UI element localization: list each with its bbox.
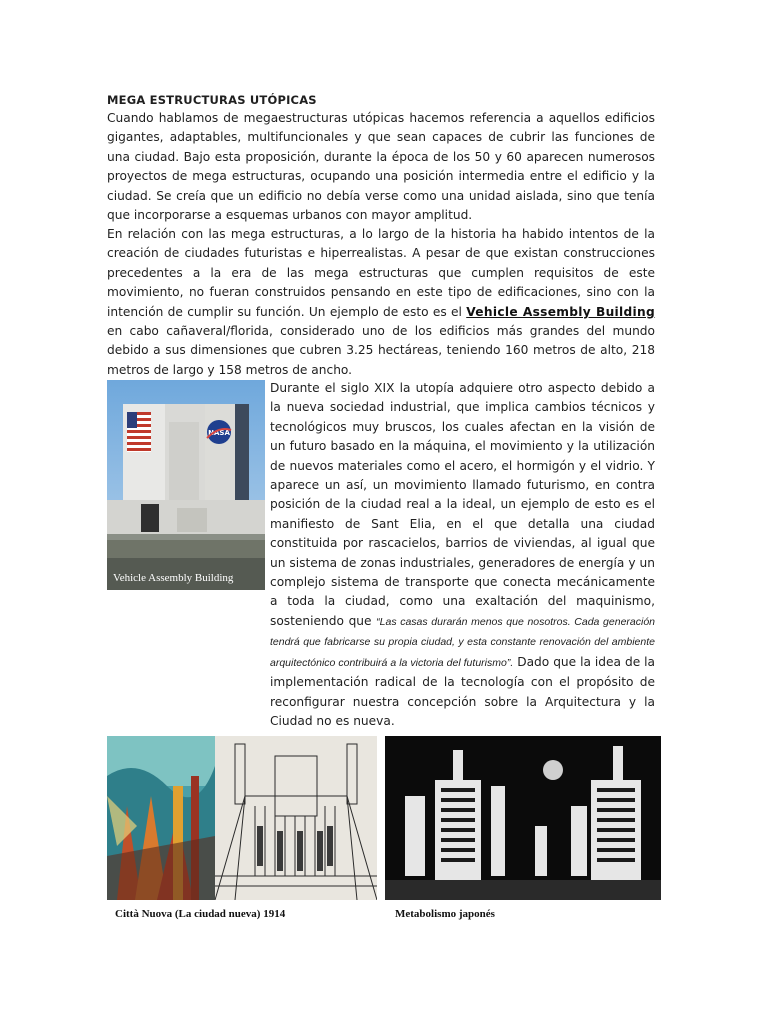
citta-nuova-caption: Città Nuova (La ciudad nueva) 1914 bbox=[115, 908, 286, 920]
paragraph-intro bbox=[107, 109, 655, 225]
paragraph-futurism-text: Durante el siglo XIX la utopía adquiere otro aspecto debido a la nueva sociedad industrial, que implica cambios técnicos y tecnológicos muy bruscos, los cuales afectan en la visión de un futuro basado en la máquina, el movimiento y la utilización de nuevos materiales como el acero, el hormigón y el vidrio. Y aparece un así, un movimiento llamado futurismo, en contra posición de la ciudad real a la ideal, un ejemplo de esto es el manifiesto de Sant Elia, en el que detalla una ciudad constituida por rascacielos, barrios de viviendas, al igual que un sistema de zonas industriales, generadores de energía y un complejo sistema de transporte que conecta mecánicamente a toda la ciudad, como una exaltación del maquinismo, sosteniendo que bbox=[270, 381, 655, 628]
paragraph-intro-text: Cuando hablamos de megaestructuras utópicas hacemos referencia a aquellos edificios gigantes, adaptables, multifuncionales y que sean capaces de cubrir las funciones de una ciudad. Bajo esta proposición, durante la época de los 50 y 60 aparecen numerosos proyectos de mega estructuras, ocupando una posición intermedia entre el edificio y la ciudad. Se creía que un edificio no debía verse como una unidad aislada, sino que tenía que incorporarse a esquemas urbanos con mayor amplitud. bbox=[107, 111, 655, 223]
santelia-quote: “Las casas durarán menos que nosotros. Cada generación tendrá que fabricarse su propia ciudad, y esta constante renovación del ambiente arquitectónico contribuirá a la victoria del futurismo”. bbox=[270, 615, 656, 669]
svg-text:NASA: NASA bbox=[208, 429, 230, 437]
metabolism-caption: Metabolismo japonés bbox=[395, 908, 495, 920]
page-title: MEGA ESTRUCTURAS UTÓPICAS bbox=[107, 93, 317, 107]
vab-illustration bbox=[107, 380, 265, 590]
metabolism-photo bbox=[385, 736, 661, 900]
moon-icon bbox=[543, 760, 563, 780]
citta-nuova-drawing bbox=[215, 736, 377, 900]
paragraph-history-text: En relación con las mega estructuras, a lo largo de la historia ha habido intentos de la creación de ciudades futuristas e hiperrealistas. A pesar de que existan construcciones precedentes a la era de las mega estructuras que cumplen requisitos de este movimiento, no fueran construidos pensando en este tipo de edificaciones, sino con la intención de cumplir su función. Un ejemplo de esto es el bbox=[107, 227, 655, 319]
paragraph-futurism bbox=[270, 379, 655, 731]
vab-photo bbox=[107, 380, 265, 590]
paragraph-futurism-text-cont: Dado que la idea de la implementación radical de la tecnología con el propósito de reconfigurar nuestra concepción sobre la Arquitectura y la Ciudad no es nueva. bbox=[270, 654, 655, 728]
paragraph-history bbox=[107, 225, 655, 380]
citta-nuova-painting bbox=[107, 736, 215, 900]
vab-caption: Vehicle Assembly Building bbox=[113, 572, 234, 584]
vab-link[interactable]: Vehicle Assembly Building bbox=[466, 304, 656, 319]
paragraph-history-text-cont: en cabo cañaveral/florida, considerado uno de los edificios más grandes del mundo debido a sus dimensiones que cubren 3.25 hectáreas, teniendo 160 metros de alto, 218 metros de largo y 158 metros de ancho. bbox=[107, 324, 655, 377]
